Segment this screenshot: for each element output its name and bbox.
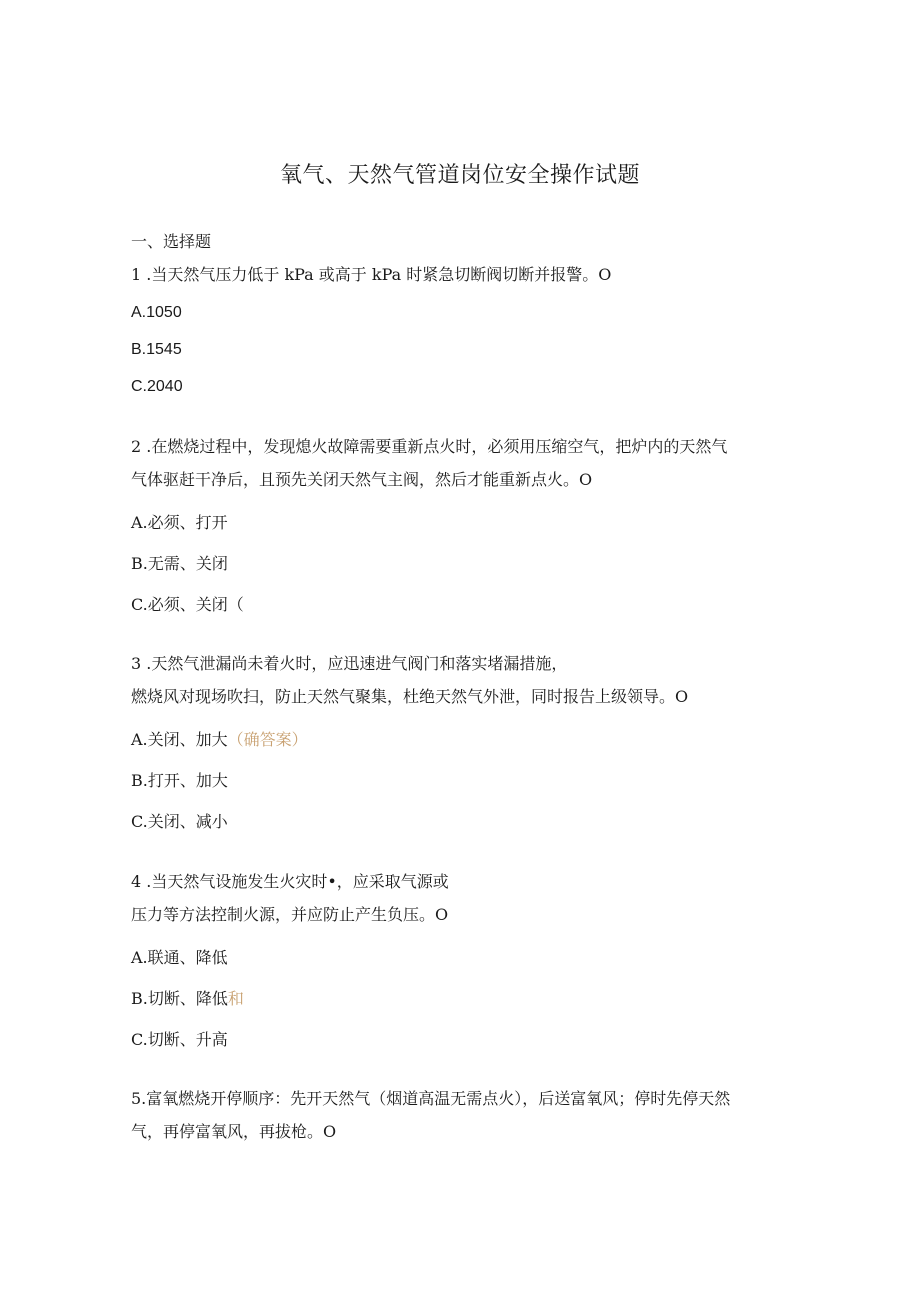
question-5-stem-line-2: 气，再停富氧风，再拔枪。O <box>131 1122 337 1141</box>
section-heading: 一、选择题 <box>131 232 212 251</box>
question-5-stem-line-1: 5.富氧燃烧开停顺序：先开天然气（烟道高温无需点火），后送富氧风；停时先停天然 <box>131 1089 731 1108</box>
question-2-option-c: C.必须、关闭（ <box>131 595 244 614</box>
question-4-stem-line-1: 4 .当天然气设施发生火灾时•，应采取气源或 <box>131 872 449 891</box>
answer-note: 和 <box>227 989 244 1008</box>
question-2-option-b: B.无需、关闭 <box>131 554 228 573</box>
question-2-stem-line-1: 2 .在燃烧过程中，发现熄火故障需要重新点火时，必须用压缩空气，把炉内的天然气 <box>131 437 728 456</box>
question-2-stem-line-2: 气体驱赶干净后，且预先关闭天然气主阀，然后才能重新点火。O <box>131 470 593 489</box>
question-1-option-b: B.1545 <box>131 341 182 358</box>
question-1-option-c: C.2040 <box>131 378 183 395</box>
question-4-option-a: A.联通、降低 <box>131 948 228 967</box>
question-3-stem-line-2: 燃烧风对现场吹扫，防止天然气聚集，杜绝天然气外泄，同时报告上级领导。O <box>131 687 689 706</box>
question-4-option-b <box>131 986 244 1009</box>
answer-note: （确答案） <box>227 730 308 749</box>
question-3-option-a <box>131 727 308 750</box>
question-1-option-a: A.1050 <box>131 304 182 321</box>
question-3-stem-line-1: 3 .天然气泄漏尚未着火时，应迅速进气阀门和落实堵漏措施， <box>131 654 568 673</box>
question-4-stem-line-2: 压力等方法控制火源，并应防止产生负压。O <box>131 905 449 924</box>
page-title: 氧气、天然气管道岗位安全操作试题 <box>279 163 640 188</box>
question-2-option-a: A.必须、打开 <box>131 513 228 532</box>
question-3-option-b: B.打开、加大 <box>131 771 228 790</box>
question-3-option-a-text: A.关闭、加大 <box>131 730 228 749</box>
question-3-option-c: C.关闭、减小 <box>131 812 228 831</box>
question-1-stem: 1 .当天然气压力低于 kPa 或高于 kPa 时紧急切断阀切断并报警。O <box>131 265 612 284</box>
question-4-option-c: C.切断、升高 <box>131 1030 228 1049</box>
question-4-option-b-text: B.切断、降低 <box>131 989 228 1008</box>
